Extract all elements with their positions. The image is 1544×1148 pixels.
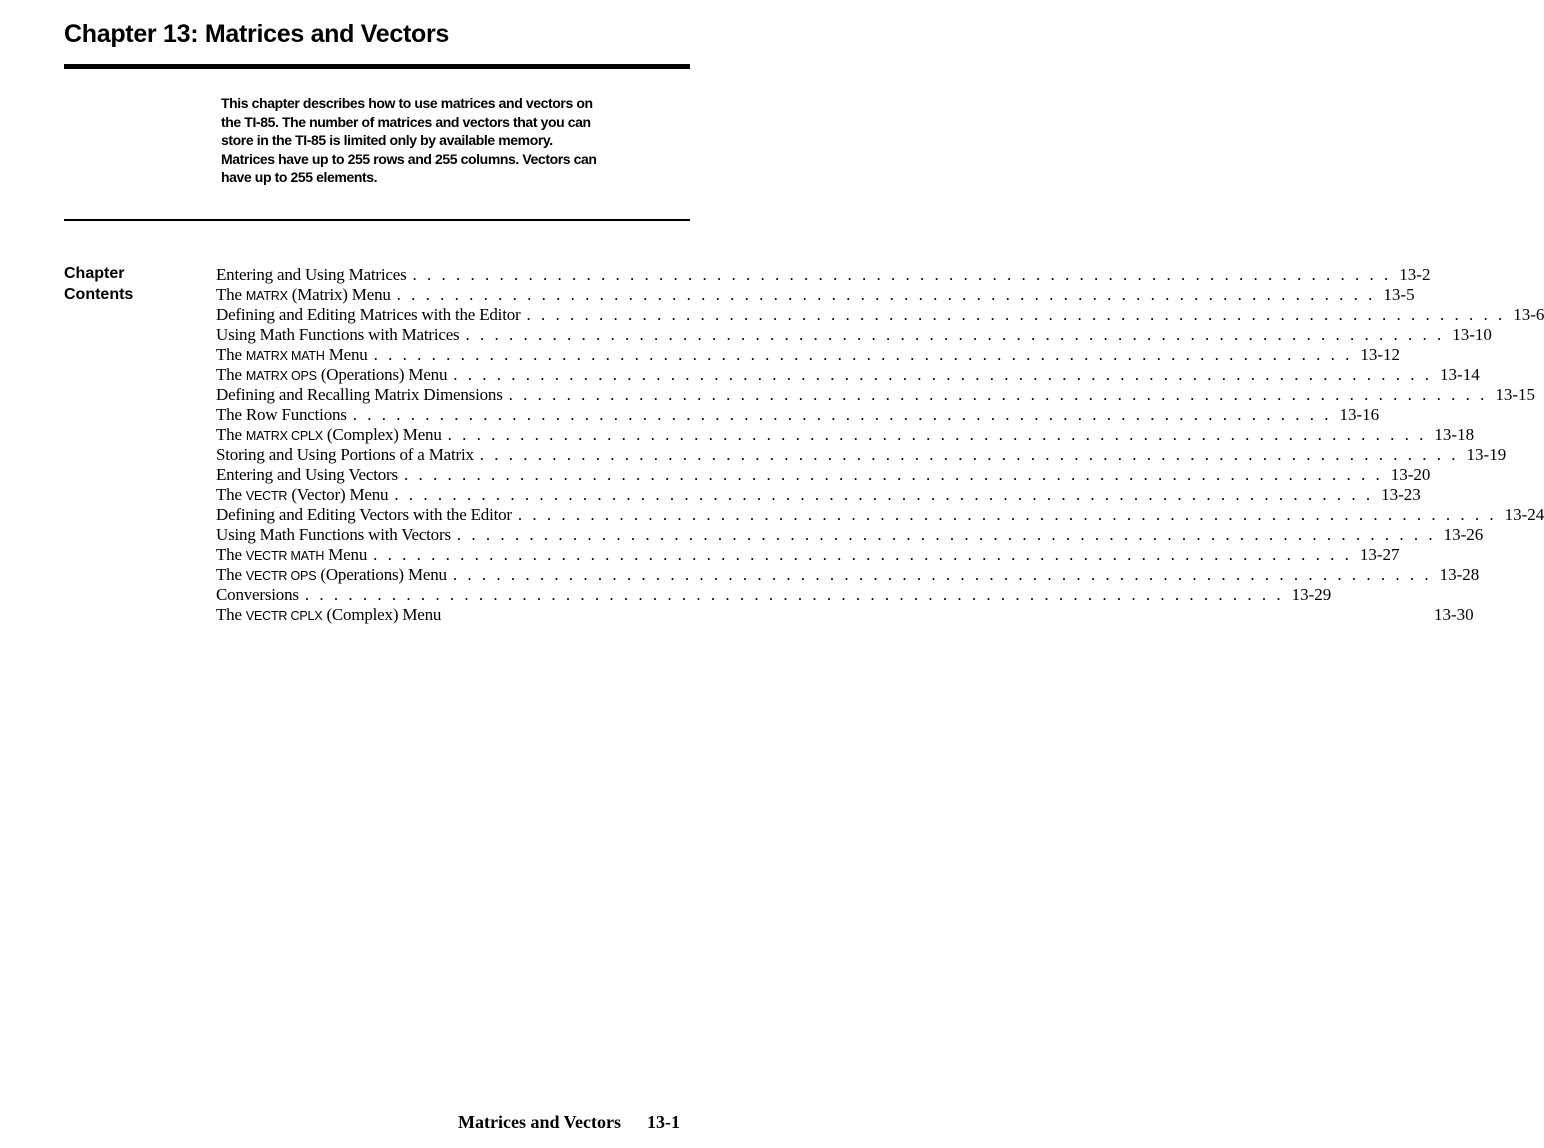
toc-entry (216, 345, 1401, 365)
toc-entry (216, 285, 1415, 305)
toc-entry-page: 13-12 (1360, 345, 1401, 364)
toc-entry-page: 13-14 (1440, 365, 1480, 384)
intro-line: have up to 255 elements. (221, 169, 378, 185)
toc-leader-dots: . . . . . . . . . . . . . . . . . . . . . . . . . . . . . . . . . . . . . . . . . . . . . . . . . . . . . . . . . . . . . . . . . . . . (526, 305, 1506, 324)
toc-entry-page: 13-5 (1383, 285, 1415, 304)
toc-entry-page: 13-18 (1434, 425, 1475, 444)
toc-entry-text: (Operations) Menu (316, 365, 448, 384)
toc-entry-title (216, 325, 459, 345)
toc-entry (216, 485, 1421, 505)
toc-entry-text: (Matrix) Menu (287, 285, 391, 304)
toc-entry (216, 525, 1484, 545)
toc-entry-title (216, 385, 503, 405)
label-line: Contents (64, 286, 134, 303)
toc-entry-page: 13-2 (1399, 265, 1431, 284)
chapter-contents-label (64, 263, 133, 305)
toc-entry-page: 13-23 (1381, 485, 1421, 504)
toc-entry-text: Menu (324, 345, 368, 364)
toc-entry-text: The (216, 365, 246, 384)
toc-entry-title (216, 605, 441, 626)
toc-entry-title (216, 485, 388, 506)
toc-entry-page: 13-30 (1433, 605, 1474, 624)
toc-entry-page: 13-16 (1339, 405, 1380, 424)
toc-leader-dots: . . . . . . . . . . . . . . . . . . . . . . . . . . . . . . . . . . . . . . . . . . . . . . . . . . . . . . . . . . . . . . . . . . . . (304, 585, 1284, 604)
toc-leader-dots: . . . . . . . . . . . . . . . . . . . . . . . . . . . . . . . . . . . . . . . . . . . . . . . . . . . . . . . . . . . . . . . . . . . . (456, 525, 1436, 544)
toc-entry-text: The (216, 345, 246, 364)
toc-entry-page: 13-6 (1513, 305, 1544, 324)
toc-entry-key-name: VECTR (245, 489, 288, 503)
toc-leader-dots: . . . . . . . . . . . . . . . . . . . . . . . . . . . . . . . . . . . . . . . . . . . . . . . . . . . . . . . . . . . . . . . . . . . . (412, 265, 1392, 284)
page-footer (458, 1112, 680, 1133)
toc-entry-text: Using Math Functions with Matrices (216, 325, 460, 344)
toc-entry-text: Menu (324, 545, 368, 564)
toc-entry-page: 13-29 (1291, 585, 1332, 604)
toc-entry-text: (Operations) Menu (316, 565, 447, 584)
toc-entry-page: 13-24 (1504, 505, 1544, 524)
toc-leader-dots: . . . . . . . . . . . . . . . . . . . . . . . . . . . . . . . . . . . . . . . . . . . . . . . . . . . . . . . . . . . . . . . . . . . . (373, 545, 1352, 564)
toc-entry-key-name: MATRX (245, 289, 288, 303)
toc-entry-page: 13-15 (1495, 385, 1536, 404)
toc-entry-text: Defining and Recalling Matrix Dimensions (216, 385, 503, 404)
toc-entry-text: The (216, 485, 246, 504)
toc-entry-title (216, 445, 474, 465)
section-rule (64, 219, 690, 221)
toc-leader-dots: . . . . . . . . . . . . . . . . . . . . . . . . . . . . . . . . . . . . . . . . . . . . . . . . . . . . . . . . . . . . . . . . . . . . (396, 285, 1376, 304)
toc-entry-key-name: MATRX CPLX (245, 429, 323, 443)
toc-entry (216, 505, 1544, 525)
toc-leader-dots: . . . . . . . . . . . . . . . . . . . . . . . . . . . . . . . . . . . . . . . . . . . . . . . . . . . . . . . . . . . . . . . . . . . . (352, 405, 1332, 424)
toc-entry-title (216, 285, 391, 306)
toc-entry-text: Entering and Using Vectors (216, 465, 398, 484)
toc-entry-key-name: MATRX MATH (245, 349, 325, 363)
intro-line: the TI-85. The number of matrices and vectors that you can (221, 113, 591, 130)
toc-leader-dots: . . . . . . . . . . . . . . . . . . . . . . . . . . . . . . . . . . . . . . . . . . . . . . . . . . . . . . . . . . . . . . . . . . . . (452, 565, 1432, 584)
toc-leader-dots: . . . . . . . . . . . . . . . . . . . . . . . . . . . . . . . . . . . . . . . . . . . . . . . . . . . . . . . . . . . . . . . . . . . . (465, 325, 1445, 344)
toc-entry (216, 305, 1544, 325)
toc-entry-page: 13-27 (1359, 545, 1400, 564)
toc-entry-key-name: VECTR CPLX (245, 609, 323, 623)
toc-entry (216, 265, 1431, 285)
toc-entry-text: Conversions (216, 585, 299, 604)
toc-entry-title (216, 365, 447, 386)
toc-entry (216, 545, 1400, 565)
toc-entry-text: (Complex) Menu (322, 605, 442, 624)
toc-entry-title (216, 505, 512, 525)
toc-leader-dots: . . . . . . . . . . . . . . . . . . . . . . . . . . . . . . . . . . . . . . . . . . . . . . . . . . . . . . . . . . . . . . . . . . . . (479, 445, 1459, 464)
intro-line: Matrices have up to 255 rows and 255 columns. Vectors can (221, 150, 597, 167)
toc-entry-key-name: VECTR OPS (245, 569, 317, 583)
toc-entry-text: The (216, 605, 246, 624)
footer-section-title: Matrices and Vectors (458, 1112, 621, 1132)
toc-leader-dots: . . . . . . . . . . . . . . . . . . . . . . . . . . . . . . . . . . . . . . . . . . . . . . . . . . . . . . . . . . . . . . . . . . . . (373, 345, 1353, 364)
toc-entry-key-name: VECTR MATH (245, 549, 325, 563)
toc-entry-title (216, 465, 398, 485)
intro-line: store in the TI-85 is limited only by available memory. (221, 132, 553, 148)
intro-paragraph (221, 94, 681, 187)
toc-entry-title (216, 345, 368, 366)
toc-entry (216, 325, 1492, 345)
intro-line: This chapter describes how to use matrices and vectors on (221, 95, 593, 111)
label-line: Chapter (64, 265, 125, 282)
toc-entry-page: 13-19 (1466, 445, 1507, 464)
toc-leader-dots: . . . . . . . . . . . . . . . . . . . . . . . . . . . . . . . . . . . . . . . . . . . . . . . . . . . . . . . . . . . . . . . . . . . . (394, 485, 1374, 504)
toc-leader-dots: . . . . . . . . . . . . . . . . . . . . . . . . . . . . . . . . . . . . . . . . . . . . . . . . . . . . . . . . . . . . . . . . . . . . (453, 365, 1433, 384)
toc-entry-text: Using Math Functions with Vectors (216, 525, 451, 544)
toc-entry-text: Defining and Editing Matrices with the Editor (216, 305, 521, 324)
toc-entry-text: (Complex) Menu (322, 425, 442, 444)
footer-page-number: 13-1 (647, 1112, 680, 1132)
toc-entry-text: The (216, 545, 246, 564)
toc-entry-title (216, 565, 447, 586)
toc-entry (216, 405, 1380, 425)
toc-entry-title (216, 305, 521, 325)
toc-entry-page: 13-20 (1390, 465, 1431, 484)
toc-entry (216, 465, 1431, 485)
toc-entry-title (216, 405, 347, 425)
toc-entry-page: 13-10 (1452, 325, 1492, 344)
toc-entry (216, 585, 1332, 605)
toc-entry-text: The (216, 565, 246, 584)
toc-entry-title (216, 545, 367, 566)
toc-entry (216, 605, 1474, 625)
toc-entry-text: (Vector) Menu (287, 485, 389, 504)
toc-entry-text: Defining and Editing Vectors with the Editor (216, 505, 512, 524)
toc-entry (216, 565, 1480, 585)
toc-entry (216, 425, 1475, 445)
toc-entry (216, 445, 1507, 465)
page-title: Chapter 13: Matrices and Vectors (64, 20, 449, 48)
toc-entry-title (216, 525, 451, 545)
toc-entry-text: Entering and Using Matrices (216, 265, 407, 284)
toc-entry-page: 13-26 (1443, 525, 1484, 544)
toc-entry (216, 385, 1536, 405)
toc-entry-key-name: MATRX OPS (245, 369, 317, 383)
toc-entry-text: The (216, 285, 246, 304)
toc-entry-title (216, 585, 299, 605)
toc-entry-text: Storing and Using Portions of a Matrix (216, 445, 474, 464)
toc-leader-dots: . . . . . . . . . . . . . . . . . . . . . . . . . . . . . . . . . . . . . . . . . . . . . . . . . . . . . . . . . . . . . . . . . . . . (447, 425, 1427, 444)
toc-leader-dots: . . . . . . . . . . . . . . . . . . . . . . . . . . . . . . . . . . . . . . . . . . . . . . . . . . . . . . . . . . . . . . . . . . . . (403, 465, 1383, 484)
toc-entry-title (216, 265, 407, 285)
toc-entry-text: The (216, 425, 246, 444)
toc-leader-dots: . . . . . . . . . . . . . . . . . . . . . . . . . . . . . . . . . . . . . . . . . . . . . . . . . . . . . . . . . . . . . . . . . . . . (508, 385, 1488, 404)
toc-entry-title (216, 425, 442, 446)
title-rule (64, 64, 690, 69)
table-of-contents (216, 265, 1544, 625)
toc-entry-page: 13-28 (1439, 565, 1480, 584)
toc-entry (216, 365, 1480, 385)
toc-leader-dots: . . . . . . . . . . . . . . . . . . . . . . . . . . . . . . . . . . . . . . . . . . . . . . . . . . . . . . . . . . . . . . . . . . . . (517, 505, 1497, 524)
toc-entry-text: The Row Functions (216, 405, 347, 424)
